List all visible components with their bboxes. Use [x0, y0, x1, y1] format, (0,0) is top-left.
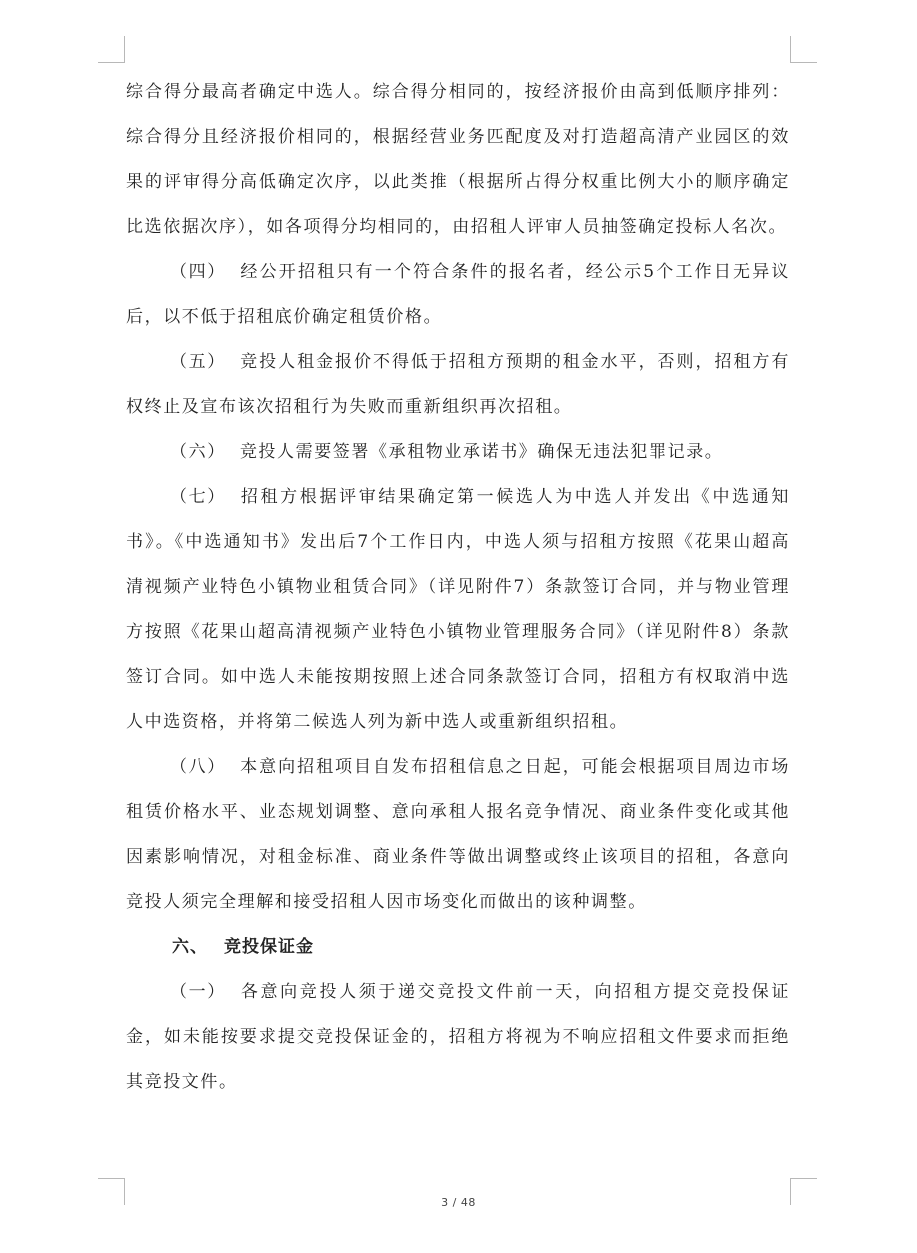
item-text: 各意向竞投人须于递交竞投文件前一天，向招租方提交竞投保证金，如未能按要求提交竞投保证金的，招租方将视为不响应招租文件要求而拒绝其竞投文件。 [126, 982, 790, 1092]
item-label: （五） [170, 352, 226, 372]
paragraph-item-8 [126, 745, 790, 925]
paragraph-item-6 [126, 430, 790, 475]
section-title: 竞投保证金 [224, 937, 314, 957]
item-text: 招租方根据评审结果确定第一候选人为中选人并发出《中选通知书》。《中选通知书》发出后7个工作日内，中选人须与招租方按照《花果山超高清视频产业特色小镇物业租赁合同》（详见附件7）条款签订合同，并与物业管理方按照《花果山超高清视频产业特色小镇物业管理服务合同》（详见附件8）条款签订合同。如中选人未能按期按照上述合同条款签订合同，招租方有权取消中选人中选资格，并将第二候选人列为新中选人或重新组织招租。 [126, 487, 790, 732]
paragraph-item-4 [126, 250, 790, 340]
item-label: （四） [170, 262, 226, 282]
item-label: （六） [170, 442, 226, 462]
item-label: （七） [170, 487, 226, 507]
paragraph-item-5 [126, 340, 790, 430]
section-number: 六、 [172, 937, 208, 957]
paragraph-continued: 综合得分最高者确定中选人。综合得分相同的，按经济报价由高到低顺序排列：综合得分且经济报价相同的，根据经营业务匹配度及对打造超高清产业园区的效果的评审得分高低确定次序，以此类推（根据所占得分权重比例大小的顺序确定比选依据次序），如各项得分均相同的，由招租人评审人员抽签确定投标人名次。 [126, 82, 790, 237]
item-label: （八） [170, 757, 226, 777]
page-number: 3 / 48 [441, 1196, 476, 1209]
item-text: 经公开招租只有一个符合条件的报名者，经公示5个工作日无异议后，以不低于招租底价确定租赁价格。 [126, 262, 790, 327]
item-text: 竞投人租金报价不得低于招租方预期的租金水平，否则，招租方有权终止及宣布该次招租行为失败而重新组织再次招租。 [126, 352, 790, 417]
document-body [126, 70, 790, 1105]
item-label: （一） [170, 982, 226, 1002]
section-heading [126, 925, 790, 970]
crop-mark-top-left [98, 36, 125, 63]
crop-mark-top-right [790, 36, 817, 63]
item-text: 竞投人需要签署《承租物业承诺书》确保无违法犯罪记录。 [239, 442, 724, 462]
item-text: 本意向招租项目自发布招租信息之日起，可能会根据项目周边市场租赁价格水平、业态规划调整、意向承租人报名竞争情况、商业条件变化或其他因素影响情况，对租金标准、商业条件等做出调整或终止该项目的招租，各意向竞投人须完全理解和接受招租人因市场变化而做出的该种调整。 [126, 757, 790, 912]
paragraph-section-item-1 [126, 970, 790, 1105]
paragraph-item-7 [126, 475, 790, 745]
